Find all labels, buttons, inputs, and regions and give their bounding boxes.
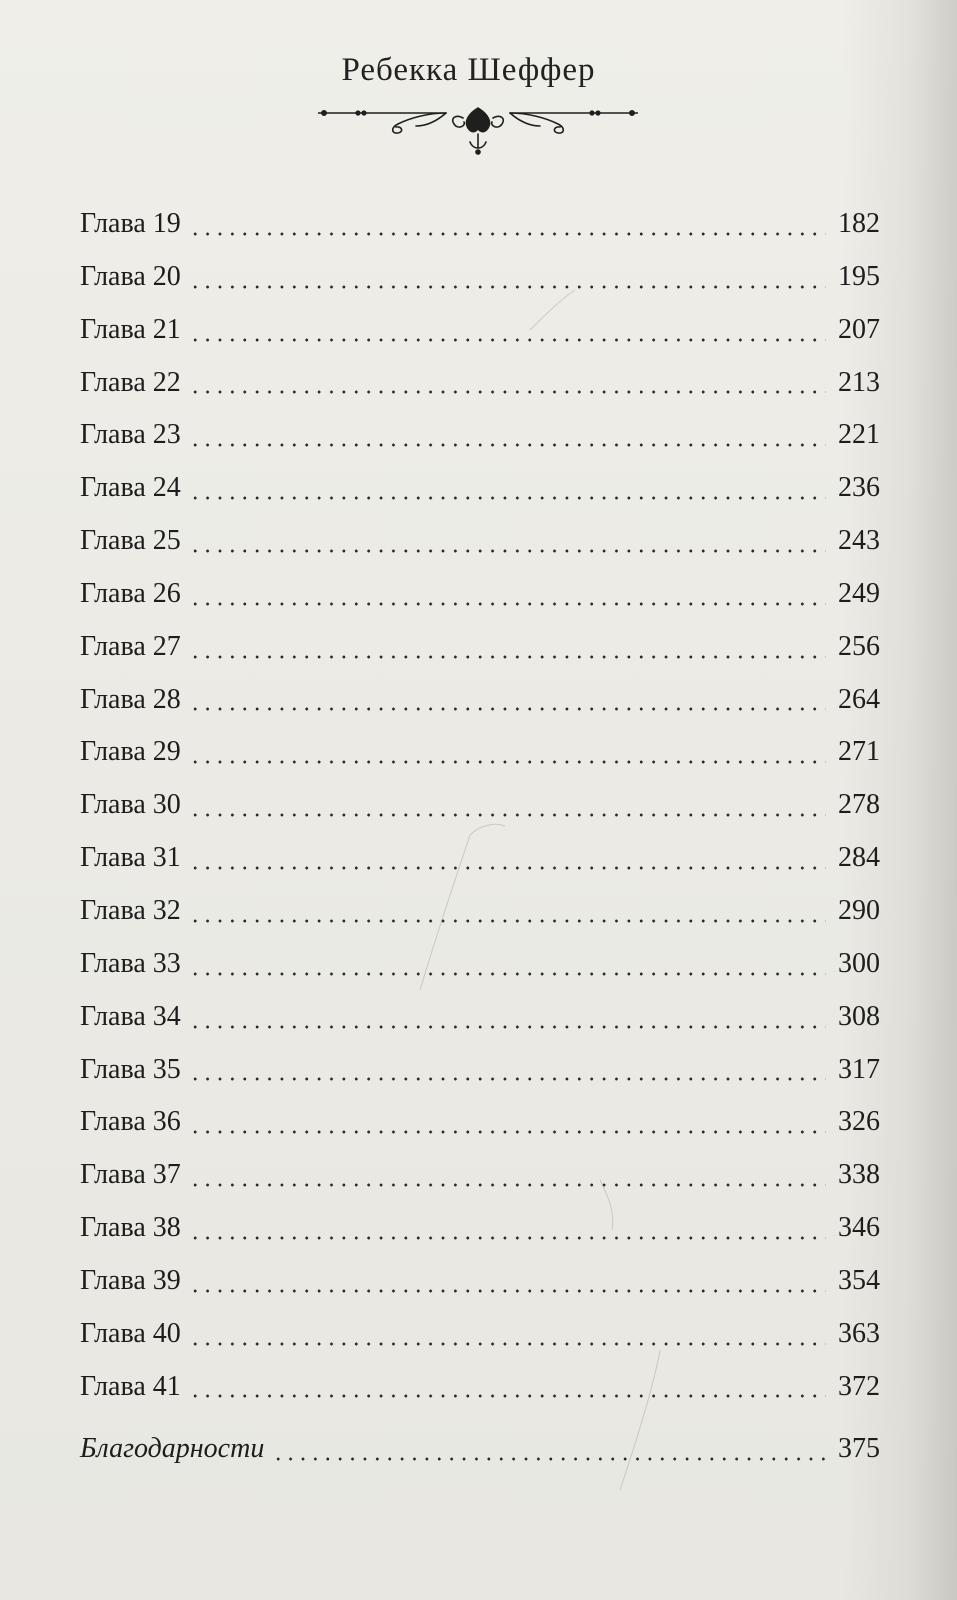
toc-entry-page: 375 [838, 1433, 880, 1464]
toc-entry[interactable] [80, 938, 880, 991]
toc-entry-label: Глава 38 [80, 1212, 181, 1244]
toc-entry[interactable] [80, 885, 880, 938]
dot-leader [189, 1394, 826, 1398]
dot-leader [189, 338, 826, 342]
toc-entry[interactable] [80, 198, 880, 251]
dot-leader [189, 813, 826, 817]
toc-entry-label: Глава 40 [80, 1317, 181, 1349]
toc-entry-page: 317 [838, 1053, 880, 1085]
toc-entry-label: Глава 29 [80, 736, 181, 768]
dot-leader [189, 549, 826, 553]
toc-entry[interactable] [80, 1255, 880, 1308]
dot-leader [189, 285, 826, 289]
toc-entry-page: 264 [838, 683, 880, 715]
toc-entry-page: 195 [838, 260, 880, 292]
toc-entry[interactable] [80, 991, 880, 1044]
toc-entry[interactable] [80, 357, 880, 410]
dot-leader [189, 1077, 826, 1081]
dot-leader [189, 760, 826, 764]
dot-leader [189, 602, 826, 606]
dot-leader [189, 866, 826, 870]
toc-entry[interactable] [80, 674, 880, 727]
toc-entry-acknowledgements[interactable] [80, 1423, 880, 1476]
running-header-author: Ребекка Шеффер [341, 52, 596, 88]
toc-entry-label: Глава 30 [80, 789, 181, 821]
dot-leader [189, 1025, 826, 1029]
dot-leader [189, 1183, 826, 1187]
toc-entry-page: 284 [838, 842, 880, 874]
toc-entry[interactable] [80, 1096, 880, 1149]
toc-entry-label: Глава 24 [80, 472, 181, 504]
toc-entry-page: 278 [838, 789, 880, 821]
toc-entry[interactable] [80, 779, 880, 832]
toc-entry[interactable] [80, 1149, 880, 1202]
toc-entry-page: 271 [838, 736, 880, 768]
toc-entry-label: Глава 23 [80, 419, 181, 451]
toc-entry-page: 300 [838, 947, 880, 979]
flourish-ornament-icon [318, 104, 638, 160]
toc-entry-page: 363 [838, 1317, 880, 1349]
toc-entry-page: 354 [838, 1264, 880, 1296]
toc-entry-label: Благодарности [80, 1433, 265, 1464]
toc-entry-label: Глава 19 [80, 208, 181, 239]
dot-leader [189, 232, 826, 236]
toc-entry[interactable] [80, 515, 880, 568]
toc-entry-label: Глава 25 [80, 525, 181, 557]
toc-entry-label: Глава 39 [80, 1264, 181, 1296]
dot-leader [189, 1289, 826, 1293]
toc-entry-page: 256 [838, 630, 880, 662]
toc-entry-page: 236 [838, 472, 880, 504]
toc-entry-label: Глава 41 [80, 1370, 181, 1402]
dot-leader [189, 1342, 826, 1346]
toc-entry-page: 372 [838, 1370, 880, 1402]
toc-entry-page: 207 [838, 313, 880, 345]
toc-entry-page: 243 [838, 525, 880, 557]
toc-entry[interactable] [80, 462, 880, 515]
dot-leader [189, 919, 826, 923]
toc-entry-label: Глава 22 [80, 366, 181, 398]
dot-leader [189, 972, 826, 976]
toc-entry-label: Глава 20 [80, 260, 181, 292]
toc-entry-page: 346 [838, 1212, 880, 1244]
toc-entry[interactable] [80, 726, 880, 779]
toc-entry-page: 326 [838, 1106, 880, 1138]
dot-leader [189, 1130, 826, 1134]
toc-entry[interactable] [80, 409, 880, 462]
toc-entry[interactable] [80, 1044, 880, 1097]
toc-entry-page: 213 [838, 366, 880, 398]
toc-entry-label: Глава 34 [80, 1000, 181, 1032]
dot-leader [189, 707, 826, 711]
toc-entry[interactable] [80, 1308, 880, 1361]
toc-entry-label: Глава 26 [80, 577, 181, 609]
dot-leader [189, 655, 826, 659]
toc-entry[interactable] [80, 251, 880, 304]
toc-entry-page: 338 [838, 1159, 880, 1191]
toc-entry[interactable] [80, 1361, 880, 1414]
toc-entry[interactable] [80, 1202, 880, 1255]
toc-entry-page: 182 [838, 208, 880, 239]
toc-entry[interactable] [80, 304, 880, 357]
toc-entry-page: 221 [838, 419, 880, 451]
dot-leader [272, 1457, 826, 1461]
dot-leader [189, 390, 826, 394]
dot-leader [189, 1236, 826, 1240]
toc-entry-label: Глава 32 [80, 894, 181, 926]
table-of-contents [80, 198, 880, 1413]
toc-entry-label: Глава 28 [80, 683, 181, 715]
toc-entry[interactable] [80, 832, 880, 885]
toc-entry[interactable] [80, 621, 880, 674]
toc-entry-page: 308 [838, 1000, 880, 1032]
toc-entry-label: Глава 33 [80, 947, 181, 979]
toc-entry[interactable] [80, 568, 880, 621]
toc-entry-label: Глава 27 [80, 630, 181, 662]
toc-entry-label: Глава 37 [80, 1159, 181, 1191]
toc-entry-label: Глава 36 [80, 1106, 181, 1138]
toc-entry-page: 249 [838, 577, 880, 609]
toc-entry-label: Глава 35 [80, 1053, 181, 1085]
toc-entry-page: 290 [838, 894, 880, 926]
toc-entry-label: Глава 31 [80, 842, 181, 874]
toc-entry-label: Глава 21 [80, 313, 181, 345]
dot-leader [189, 496, 826, 500]
dot-leader [189, 443, 826, 447]
